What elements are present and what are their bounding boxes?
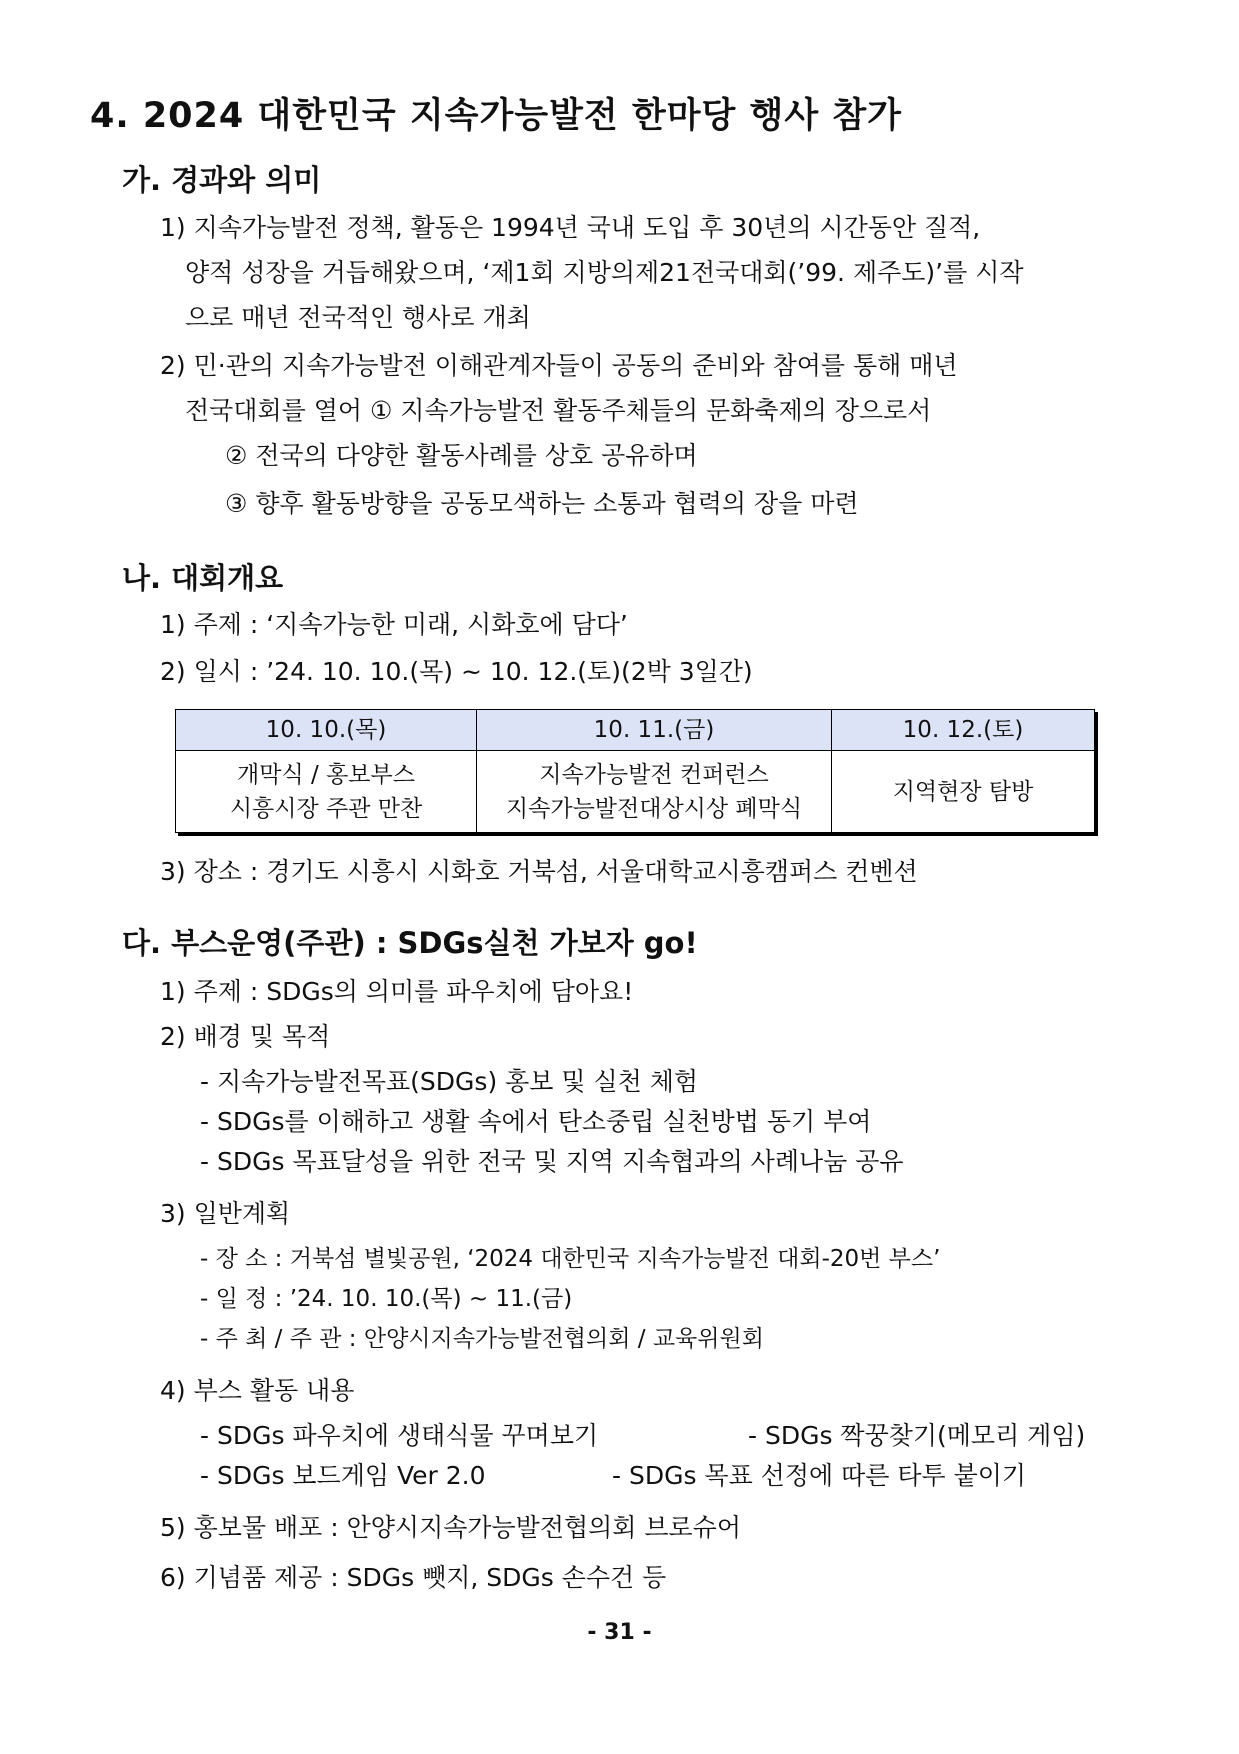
ga-p2-line2: 전국대회를 열어 ① 지속가능발전 활동주체들의 문화축제의 장으로서 [185, 396, 932, 425]
da-item2-bullet2: - SDGs를 이해하고 생활 속에서 탄소중립 실천방법 동기 부여 [200, 1107, 872, 1136]
table-row [176, 751, 1095, 833]
day1-line2: 시흥시장 주관 만찬 [229, 795, 423, 822]
ga-p2-line3: ② 전국의 다양한 활동사례를 상호 공유하며 [225, 441, 698, 470]
da-item3-bullet1: - 장 소 : 거북섬 별빛공원, ‘2024 대한민국 지속가능발전 대회-20번 부스’ [200, 1246, 941, 1272]
da-item2-bullet3: - SDGs 목표달성을 위한 전국 및 지역 지속협과의 사례나눔 공유 [200, 1147, 904, 1176]
da-item2-bullet1: - 지속가능발전목표(SDGs) 홍보 및 실천 체험 [200, 1067, 699, 1096]
da-item4-activity2: - SDGs 짝꿍찾기(메모리 게임) [748, 1421, 1086, 1450]
da-item3-bullet2: - 일 정 : ’24. 10. 10.(목) ~ 11.(금) [200, 1286, 573, 1312]
section-na-heading: 나. 대회개요 [122, 561, 284, 595]
page-title: 4. 2024 대한민국 지속가능발전 한마당 행사 참가 [90, 96, 902, 136]
da-item4-activity1: - SDGs 파우치에 생태식물 꾸며보기 [200, 1421, 599, 1450]
na-item1: 1) 주제 : ‘지속가능한 미래, 시화호에 담다’ [160, 610, 628, 639]
da-item1: 1) 주제 : SDGs의 의미를 파우치에 담아요! [160, 977, 634, 1006]
page-number: - 31 - [587, 1620, 652, 1645]
da-item2: 2) 배경 및 목적 [160, 1022, 331, 1051]
da-item3-bullet3: - 주 최 / 주 관 : 안양시지속가능발전협의회 / 교육위원회 [200, 1326, 764, 1352]
day2-line2: 지속가능발전대상시상 폐막식 [505, 795, 803, 822]
ga-p1-line1: 1) 지속가능발전 정책, 활동은 1994년 국내 도입 후 30년의 시간동안 질적, [160, 213, 981, 242]
table-header-day1: 10. 10.(목) [176, 710, 477, 751]
table-header-row [176, 710, 1095, 751]
da-item4-activity4: - SDGs 목표 선정에 따른 타투 붙이기 [612, 1461, 1027, 1490]
table-header-day2: 10. 11.(금) [477, 710, 832, 751]
table-cell-day3: 지역현장 탐방 [832, 751, 1095, 833]
ga-p1-line3: 으로 매년 전국적인 행사로 개최 [185, 303, 531, 332]
da-item3: 3) 일반계획 [160, 1199, 291, 1228]
day1-line1: 개막식 / 홍보부스 [237, 761, 415, 788]
da-item5: 5) 홍보물 배포 : 안양시지속가능발전협의회 브로슈어 [160, 1513, 741, 1542]
section-da-heading: 다. 부스운영(주관) : SDGs실천 가보자 go! [122, 926, 698, 960]
table-header-day3: 10. 12.(토) [832, 710, 1095, 751]
na-item2: 2) 일시 : ’24. 10. 10.(목) ~ 10. 12.(토)(2박 3일간) [160, 657, 753, 686]
da-item4: 4) 부스 활동 내용 [160, 1376, 355, 1405]
day2-line1: 지속가능발전 컨퍼런스 [539, 761, 769, 788]
table-cell-day2 [477, 751, 832, 833]
da-item4-activity3: - SDGs 보드게임 Ver 2.0 [200, 1461, 486, 1490]
schedule-table [175, 709, 1095, 833]
table-cell-day1 [176, 751, 477, 833]
ga-p1-line2: 양적 성장을 거듭해왔으며, ‘제1회 지방의제21전국대회(’99. 제주도)’를 시작 [185, 258, 1024, 287]
da-item6: 6) 기념품 제공 : SDGs 뺏지, SDGs 손수건 등 [160, 1563, 667, 1592]
ga-p2-line4: ③ 향후 활동방향을 공동모색하는 소통과 협력의 장을 마련 [225, 489, 859, 518]
na-item3: 3) 장소 : 경기도 시흥시 시화호 거북섬, 서울대학교시흥캠퍼스 컨벤션 [160, 857, 918, 886]
ga-p2-line1: 2) 민·관의 지속가능발전 이해관계자들이 공동의 준비와 참여를 통해 매년 [160, 351, 958, 380]
section-ga-heading: 가. 경과와 의미 [122, 163, 322, 197]
